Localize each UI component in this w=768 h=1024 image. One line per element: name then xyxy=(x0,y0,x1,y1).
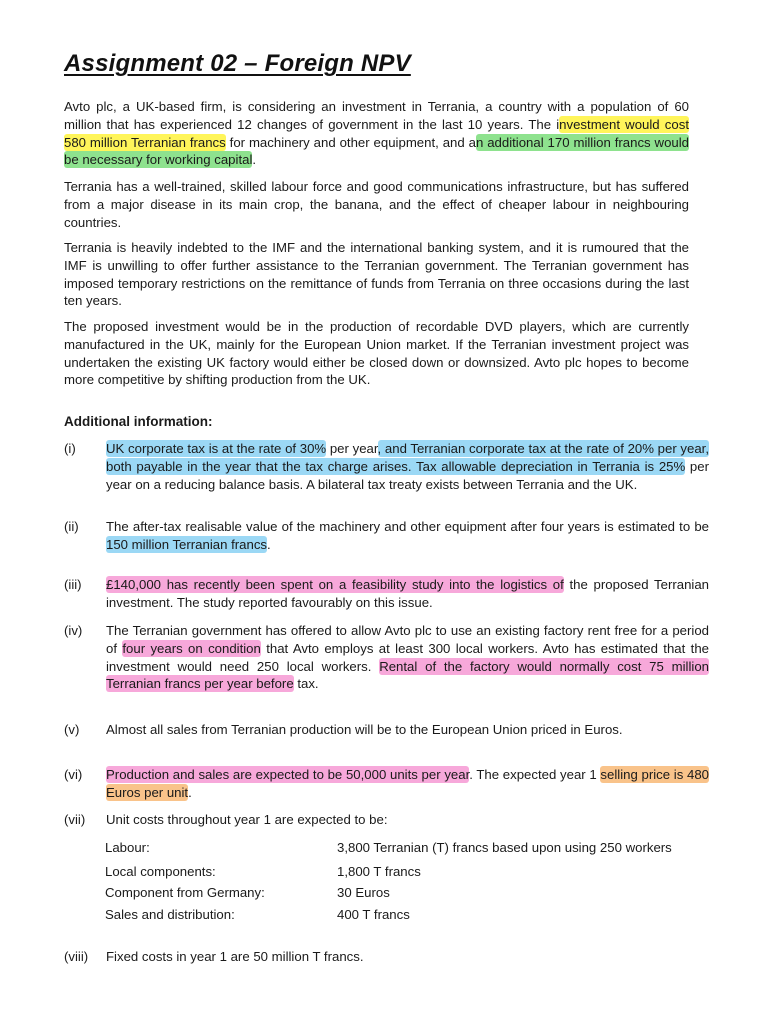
item-text: . The expected year 1 xyxy=(469,767,601,782)
unit-cost-value: 3,800 Terranian (T) francs based upon using 250 workers xyxy=(337,840,672,855)
labour-paragraph: Terrania has a well-trained, skilled labour force and good communications infrastructure, but has suffered from a major disease in its main crop, the banana, and the effect of cheaper labour in neighbouring countries. xyxy=(64,179,689,230)
unit-cost-value: 400 T francs xyxy=(337,906,410,922)
intro-paragraph xyxy=(64,98,689,169)
unit-cost-label: Labour: xyxy=(105,840,150,855)
item-vi xyxy=(64,766,709,802)
highlight-realisable-value: 150 million Terranian francs xyxy=(106,536,268,552)
item-viii xyxy=(64,948,709,966)
highlight-four-years: four years on condition xyxy=(122,640,261,656)
unit-cost-value: 1,800 T francs xyxy=(337,863,421,879)
highlight-uk-tax: UK corporate tax is at the rate of 30% xyxy=(106,441,327,456)
item-text: Fixed costs in year 1 are 50 million T francs. xyxy=(106,949,364,964)
item-i xyxy=(64,440,709,493)
unit-cost-label: Local components: xyxy=(105,863,216,879)
item-v xyxy=(64,721,709,739)
unit-cost-row xyxy=(105,882,705,904)
highlight-production-volume: Production and sales are expected to be 50,000 units per year xyxy=(106,767,470,782)
page-title: Assignment 02 – Foreign NPV xyxy=(64,50,411,77)
highlight-factory-rental: Rental of the factory would normally cost 75 million Terranian francs per year before xyxy=(106,658,709,692)
item-period: . xyxy=(267,536,271,552)
highlight-selling-price: selling price is 480 Euros per unit xyxy=(106,767,709,800)
highlight-feasibility-study: £140,000 has recently been spent on a feasibility study into the logistics of xyxy=(106,577,564,592)
unit-cost-row xyxy=(105,904,705,926)
imf-paragraph: Terrania is heavily indebted to the IMF and the international banking system, and it is rumoured that the IMF is unwilling to offer further assistance to the Terranian government. The Terranian government has imposed temporary restrictions on the remittance of funds from Terrania on three occasions during the last ten years. xyxy=(64,240,689,309)
item-number: (vii) xyxy=(64,812,86,827)
intro-period: . xyxy=(252,152,257,168)
item-number: (iv) xyxy=(64,623,83,638)
item-text-3: tax. xyxy=(293,676,319,692)
item-ii xyxy=(64,518,709,554)
item-iii xyxy=(64,576,709,612)
intro-text: Avto plc, a UK-based firm, is considering an investment in Terrania, a country with a population of 60 million that has experienced 12 changes of government in the last 10 years. The i xyxy=(64,99,689,132)
item-text: The Terranian government has offered to allow Avto plc to use an existing factory rent free for a period of xyxy=(106,623,709,656)
item-text: The after-tax realisable value of the machinery and other equipment after four years is estimated to be xyxy=(106,519,709,534)
item-number: (i) xyxy=(64,441,76,456)
item-number: (ii) xyxy=(64,519,79,534)
unit-cost-label: Component from Germany: xyxy=(105,885,265,900)
item-text: Unit costs throughout year 1 are expected to be: xyxy=(106,812,388,827)
highlight-working-capital: n additional 170 million francs would be necessary for working capital xyxy=(64,134,690,168)
unit-costs-table xyxy=(105,837,705,925)
item-vii xyxy=(64,811,709,829)
intro-text-2: for machinery and other equipment, and a xyxy=(225,134,476,150)
item-text-2: that Avto employs at least 300 local workers. Avto has estimated that the investment would need 250 local workers. xyxy=(106,640,709,674)
item-text: per year xyxy=(326,441,378,456)
highlight-terranian-tax: , and Terranian corporate tax at the rate of 20% per year, both payable in the year that the tax charge arises. Tax allowable depreciation in Terrania is 25% xyxy=(106,441,709,474)
highlight-investment-cost: nvestment would cost 580 million Terranian francs xyxy=(64,116,689,150)
item-number: (iii) xyxy=(64,577,82,592)
unit-cost-value: 30 Euros xyxy=(337,885,390,900)
unit-cost-row xyxy=(105,837,705,859)
item-number: (vi) xyxy=(64,767,83,782)
dvd-paragraph: The proposed investment would be in the production of recordable DVD players, which are currently manufactured in the UK, mainly for the European Union market. If the Terranian investment project was undertaken the existing UK factory would either be closed down or downsized. Avto plc hopes to become more competitive by shifting production from the UK. xyxy=(64,319,689,388)
item-iv xyxy=(64,622,709,693)
item-text: the proposed Terranian investment. The study reported favourably on this issue. xyxy=(106,577,710,610)
item-text-2: per year on a reducing balance basis. A bilateral tax treaty exists between Terrania and the UK. xyxy=(106,458,709,492)
unit-cost-label: Sales and distribution: xyxy=(105,906,235,922)
additional-info-heading: Additional information: xyxy=(64,414,213,429)
item-text: Almost all sales from Terranian production will be to the European Union priced in Euros. xyxy=(106,722,623,737)
item-period: . xyxy=(188,784,192,800)
unit-cost-row xyxy=(105,861,705,883)
item-number: (v) xyxy=(64,722,80,737)
item-number: (viii) xyxy=(64,949,89,964)
